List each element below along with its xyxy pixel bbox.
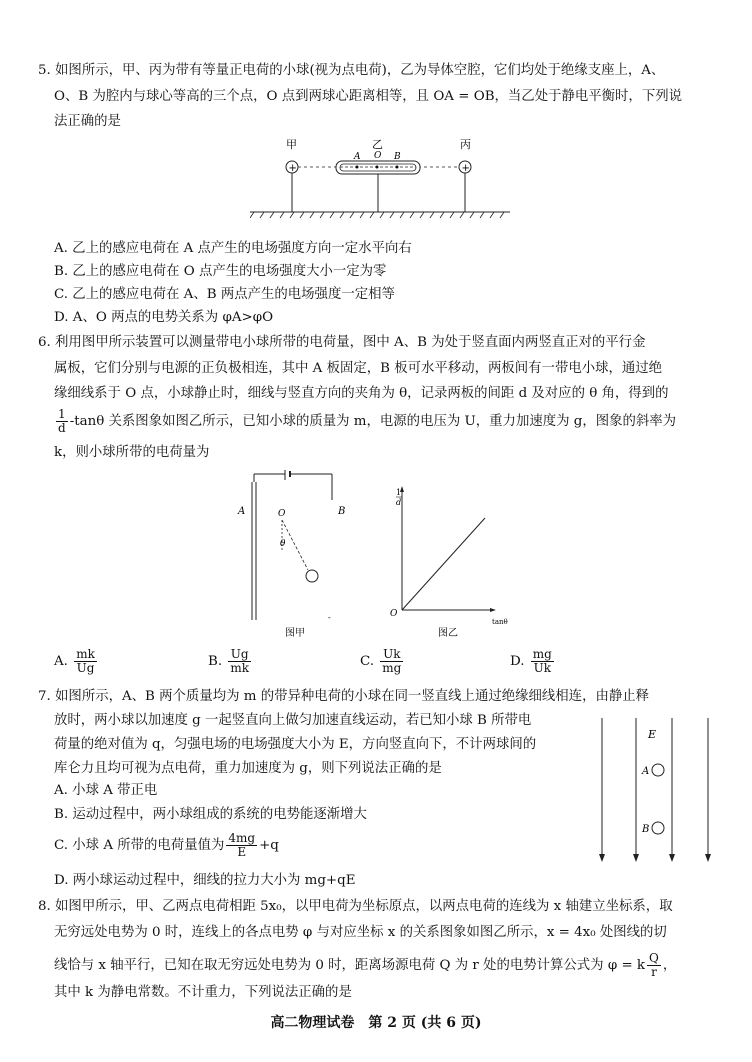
q5-plus-left: + <box>288 163 297 174</box>
q7-line3: 荷量的绝对值为 q，匀强电场的电场强度大小为 E，方向竖直向下，不计两球间的 <box>54 737 537 752</box>
q6-line4-text: -tanθ 关系图象如图乙所示，已知小球的质量为 m，电源的电压为 U，重力加速度为 g，图象的斜率为 <box>69 414 677 429</box>
page-footer: 高二物理试卷 第 2 页 (共 6 页) <box>270 1015 482 1031</box>
q6-line4 <box>54 408 676 435</box>
q6-frac-den: d <box>58 421 66 435</box>
q7-figure <box>596 716 718 866</box>
q5-plus-right: + <box>461 163 470 174</box>
q7-ball-A-label: A <box>642 766 650 777</box>
q6-figure <box>230 470 520 642</box>
q7-option-a: A. 小球 A 带正电 <box>54 783 158 798</box>
q6-option-a: A. $\frac{mk}{Ug}$ <box>54 647 95 675</box>
q6-tick: - <box>328 613 331 622</box>
q6-angle-theta: θ <box>280 539 286 549</box>
q7-field-E: E <box>648 728 657 741</box>
q5-point-O: O <box>374 151 382 161</box>
q5-line2: O、B 为腔内与球心等高的三个点，O 点到两球心距离相等，且 OA = OB，当乙处于静电平衡时，下列说 <box>54 89 682 104</box>
q6-xaxis-label: tanθ <box>492 618 508 626</box>
q5-option-d: D. A、O 两点的电势关系为 φA>φO <box>54 310 274 325</box>
q6-graph-origin: O <box>390 609 398 619</box>
q5-option-c: C. 乙上的感应电荷在 A、B 两点产生的电场强度一定相等 <box>54 287 395 302</box>
q5-option-b: B. 乙上的感应电荷在 O 点产生的电场强度大小一定为零 <box>54 264 387 279</box>
q7-line4: 库仑力且均可视为点电荷，重力加速度为 g，则下列说法正确的是 <box>54 761 442 776</box>
q6-caption-yi: 图乙 <box>438 628 458 639</box>
q7-line1: 7. 如图所示，A、B 两个质量均为 m 的带异种电荷的小球在同一竖直线上通过绝缘细线相连，由静止释 <box>38 689 650 704</box>
q5-line3: 法正确的是 <box>54 114 121 129</box>
q6-frac-num: 1 <box>56 408 68 422</box>
q5-point-A: A <box>354 152 361 162</box>
q6-line5: k，则小球所带的电荷量为 <box>54 445 210 460</box>
q6-option-d: D. $\frac{mg}{Uk}$ <box>510 647 552 675</box>
q7-option-b: B. 运动过程中，两小球组成的系统的电势能逐渐增大 <box>54 807 367 822</box>
q5-label-bing: 丙 <box>460 138 471 151</box>
q6-line3: 缘细线系于 O 点，小球静止时，细线与竖直方向的夹角为 θ，记录两板的间距 d 及对应的 θ 角，得到的 <box>54 386 669 401</box>
q6-line1: 6. 利用图甲所示装置可以测量带电小球所带的电荷量，图中 A、B 为处于竖直面内两竖直正对的平行金 <box>38 335 646 350</box>
q7-option-d: D. 两小球运动过程中，细线的拉力大小为 mg+qE <box>54 873 356 888</box>
q6-line2: 属板，它们分别与电源的正负极相连，其中 A 板固定，B 板可水平移动，两板间有一带电小球，通过绝 <box>54 361 663 376</box>
q6-caption-jia: 图甲 <box>285 628 305 639</box>
q7-line2: 放时，两小球以加速度 g 一起竖直向上做匀加速直线运动，若已知小球 B 所带电 <box>54 713 532 728</box>
q7-ball-B-label: B <box>642 824 650 835</box>
q6-option-c: C. $\frac{Uk}{mg}$ <box>360 647 402 675</box>
q6-yaxis-den: d <box>396 498 402 507</box>
q6-point-O: O <box>278 509 286 519</box>
q6-plate-A: A <box>238 506 246 517</box>
q5-label-jia: 甲 <box>286 138 297 151</box>
q8-line3: 线恰与 x 轴平行，已知在取无穷远处电势为 0 时，距离场源电荷 Q 为 r 处的电势计算公式为 φ = k $\frac{Q}{r}$ ， <box>54 951 677 979</box>
q6-fraction-1-over-d <box>56 408 68 435</box>
q6-option-b: B. $\frac{Ug}{mk}$ <box>208 647 250 675</box>
q7-option-c: C. 小球 A 所带的电荷量值为 $\frac{4mg}{E}$ +q <box>54 831 279 859</box>
q6-plate-B: B <box>338 506 346 517</box>
q8-line2: 无穷远处电势为 0 时，连线上的各点电势 φ 与对应坐标 x 的关系图象如图乙所示，x = 4x₀ 处图线的切 <box>54 925 667 940</box>
q6-yaxis-num: 1 <box>396 488 402 497</box>
q5-line1: 5. 如图所示，甲、丙为带有等量正电荷的小球(视为点电荷)，乙为导体空腔，它们均处于绝缘支座上，A、 <box>38 63 665 78</box>
q5-figure <box>250 136 510 228</box>
q5-option-a: A. 乙上的感应电荷在 A 点产生的电场强度方向一定水平向右 <box>54 241 412 256</box>
q8-line4: 其中 k 为静电常数。不计重力，下列说法正确的是 <box>54 985 352 1000</box>
q5-point-B: B <box>394 152 401 162</box>
q8-line1: 8. 如图甲所示，甲、乙两点电荷相距 5x₀，以甲电荷为坐标原点，以两点电荷的连线为 x 轴建立坐标系，取 <box>38 899 673 914</box>
q5-label-yi: 乙 <box>372 138 383 151</box>
